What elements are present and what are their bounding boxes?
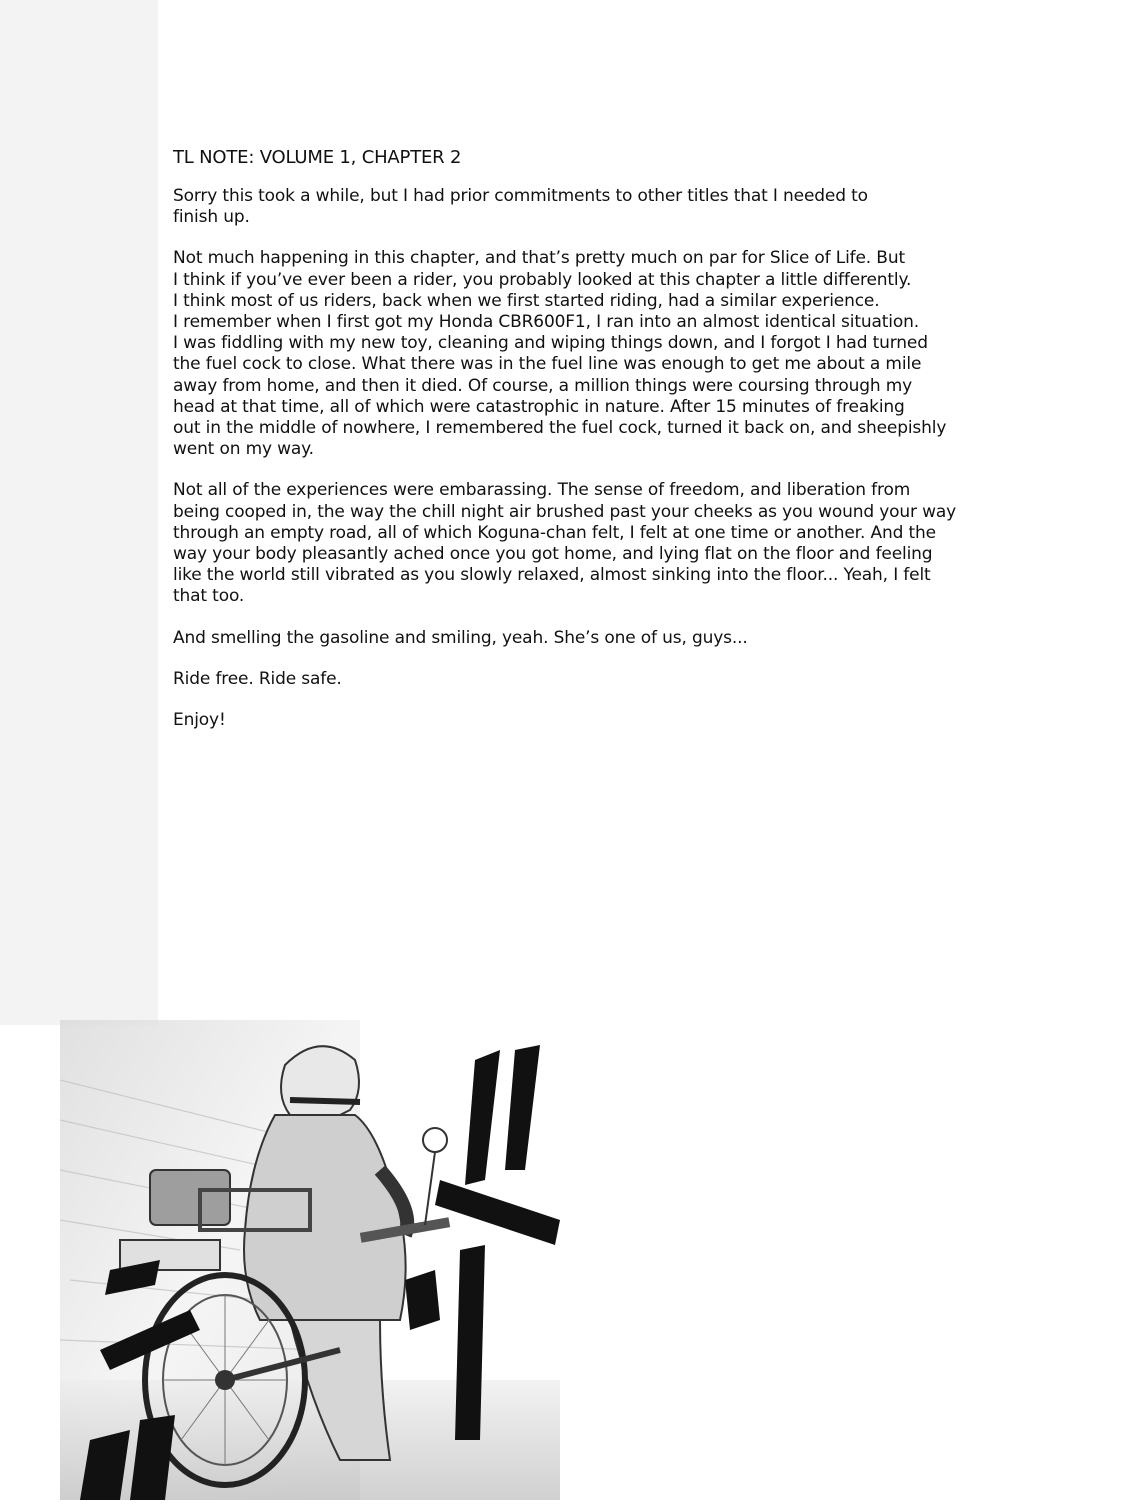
note-paragraph-6: Enjoy! [173,710,226,731]
note-paragraph-5: Ride free. Ride safe. [173,668,342,689]
note-paragraph-1: Sorry this took a while, but I had prior commitments to other titles that I needed to finish up. [173,186,868,228]
note-paragraph-3: Not all of the experiences were embarassing. The sense of freedom, and liberation from being cooped in, the way the chill night air brushed past your cheeks as you wound your way through an empty road, all of which Koguna-chan felt, I felt at one time or another. And the way your body pleasantly ached once you got home, and lying flat on the floor and feeling like the world still vibrated as you slowly relaxed, almost sinking into the floor... Yeah, I felt that too. [173,480,957,607]
manga-illustration [60,1020,580,1500]
rider-motorcycle-illustration [60,1020,580,1500]
note-title: TL NOTE: VOLUME 1, CHAPTER 2 [173,147,462,168]
page-margin-shade [0,0,158,1025]
note-paragraph-2: Not much happening in this chapter, and that’s pretty much on par for Slice of Life. But I think if you’ve ever been a rider, you probably looked at this chapter a little differently. I think most of us riders, back when we first started riding, had a similar experience. I remember when I first got my Honda CBR600F1, I ran into an almost identical situation. I was fiddling with my new toy, cleaning and wiping things down, and I forgot I had turned the fuel cock to close. What there was in the fuel line was enough to get me about a mile away from home, and then it died. Of course, a million things were coursing through my head at that time, all of which were catastrophic in nature. After 15 minutes of freaking out in the middle of nowhere, I remembered the fuel cock, turned it back on, and sheepishly went on my way. [173,248,947,460]
note-paragraph-4: And smelling the gasoline and smiling, yeah. She’s one of us, guys... [173,627,748,648]
tl-note [173,146,973,751]
